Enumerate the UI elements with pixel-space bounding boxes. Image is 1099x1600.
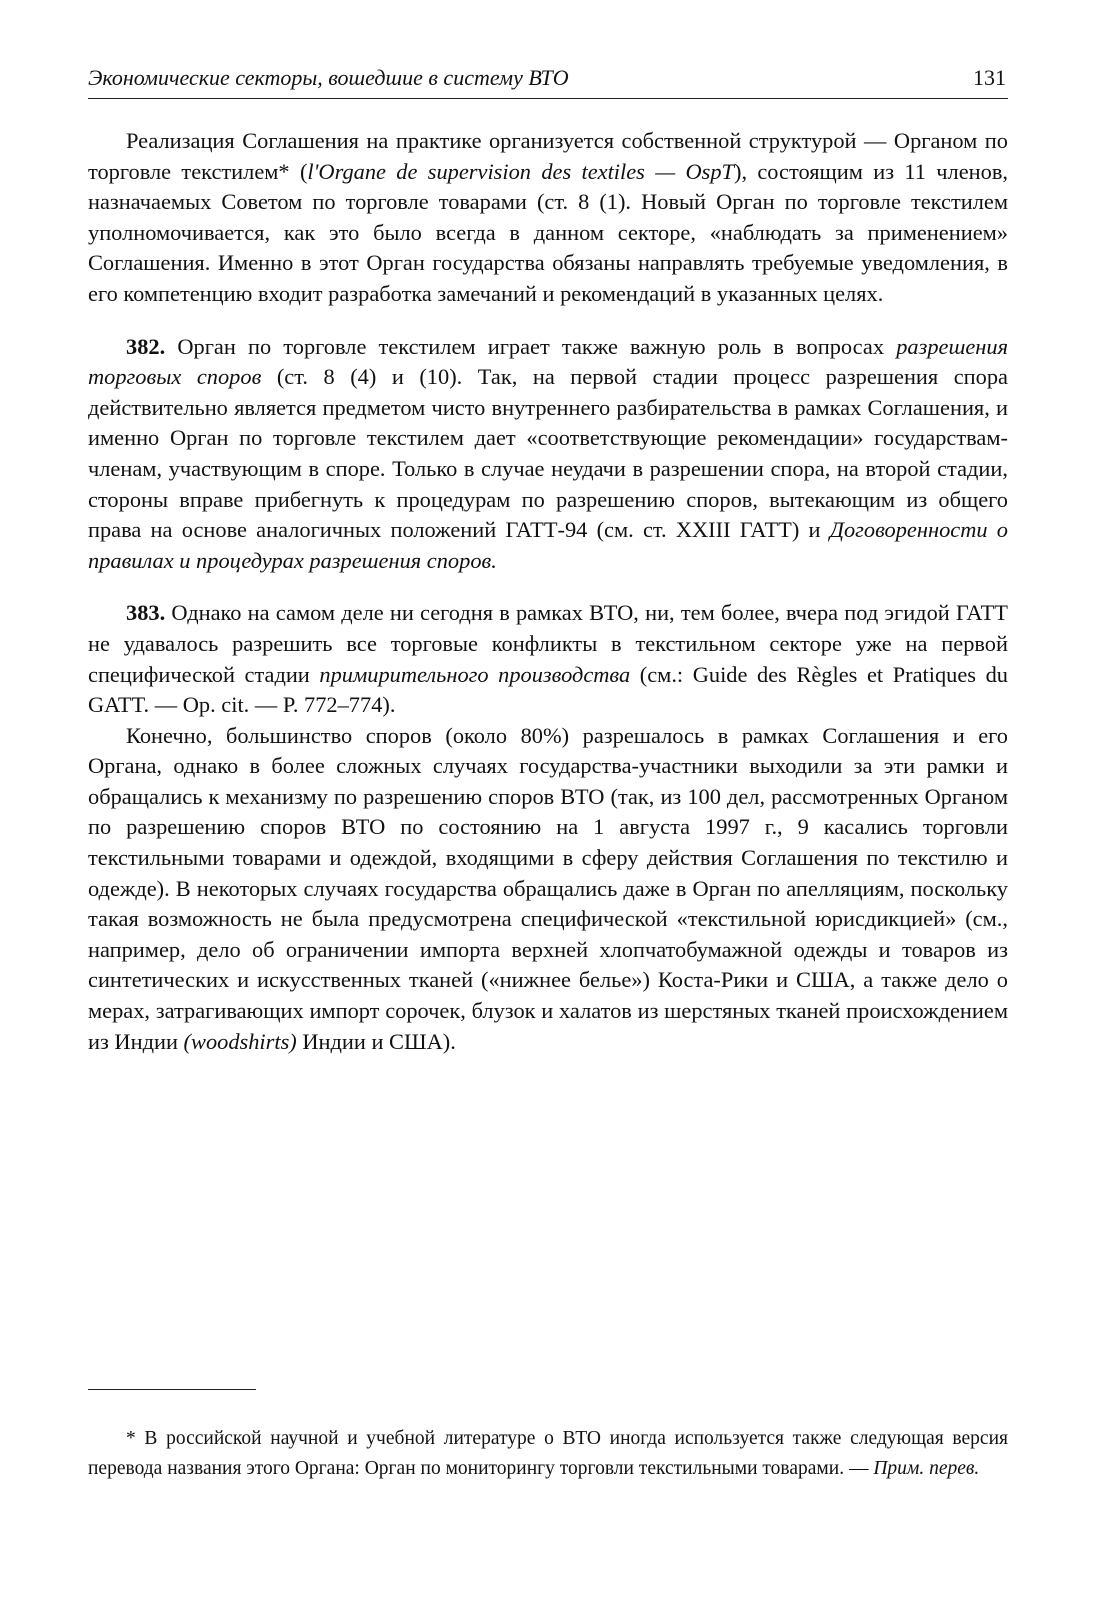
footnote: * В российской научной и учебной литературе о ВТО иногда используется также следующая версия перевода названия этого Органа: Орган по мониторингу торговли текстильными товарами. — Прим. перев. [88,1427,1008,1479]
footnote-divider [88,1389,256,1390]
paragraph-4: Конечно, большинство споров (около 80%) разрешалось в рамках Соглашения и его Органа, однако в более сложных случаях государства-участники выходили за эти рамки и обращались к механизму по разрешению споров ВТО (так, из 100 дел, рассмотренных Органом по разрешению споров ВТО по состоянию на 1 августа 1997 г., 9 касались торговли текстильными товарами и одеждой, входящими в сферу действия Соглашения по текстилю и одежде). В некоторых случаях государства обращались даже в Орган по апелляциям, поскольку такая возможность не была предусмотрена специфической «текстильной юрисдикцией» (см., например, дело об ограничении импорта верхней хлопчатобумажной одежды и товаров из синтетических и искусственных тканей («нижнее белье») Коста-Рики и США, а также дело о мерах, затрагивающих импорт сорочек, блузок и халатов из шерстяных тканей происхождением из Индии (woodshirts) Индии и США). [88,722,1008,1054]
running-title: Экономические секторы, вошедшие в систему ВТО [88,65,569,90]
paragraph-number: 383. [126,600,166,626]
paragraph-number: 382. [126,333,166,359]
page-number: 131 [973,65,1006,90]
main-text [88,126,1008,1079]
paragraph-383: 383. Однако на самом деле ни сегодня в рамках ВТО, ни, тем более, вчера под эгидой ГАТТ не удавалось разрешить все торговые конфликты в текстильном секторе уже на первой специфической стадии примирительного производства (см.: Guide des Règles et Pratiques du GATT. — Op. cit. — P. 772–774). [88,600,1008,718]
book-page [88,0,1008,1600]
paragraph-1: Реализация Соглашения на практике организуется собственной структурой — Органом по торговле текстилем* (l'Organe de supervision des textiles — OspT), состоящим из 11 членов, назначаемых Советом по торговле товарами (ст. 8 (1). Новый Орган по торговле текстилем уполномочивается, как это было всегда в данном секторе, «наблюдать за применением» Соглашения. Именно в этот Орган государства обязаны направлять требуемые уведомления, в его компетенцию входит разработка замечаний и рекомендаций в указанных целях. [88,128,1008,306]
running-header [88,64,1008,99]
paragraph-382: 382. Орган по торговле текстилем играет также важную роль в вопросах разрешения торговых споров (ст. 8 (4) и (10). Так, на первой стадии процесс разрешения спора действительно является предметом чисто внутреннего разбирательства в рамках Соглашения, и именно Орган по торговле текстилем дает «соответствующие рекомендации» государствам-членам, участвующим в споре. Только в случае неудачи в разрешении спора, на второй стадии, стороны вправе прибегнуть к процедурам по разрешению споров, вытекающим из общего права на основе аналогичных положений ГАТТ-94 (см. ст. XXIII ГАТТ) и Договоренности о правилах и процедурах разрешения споров. [88,333,1008,573]
